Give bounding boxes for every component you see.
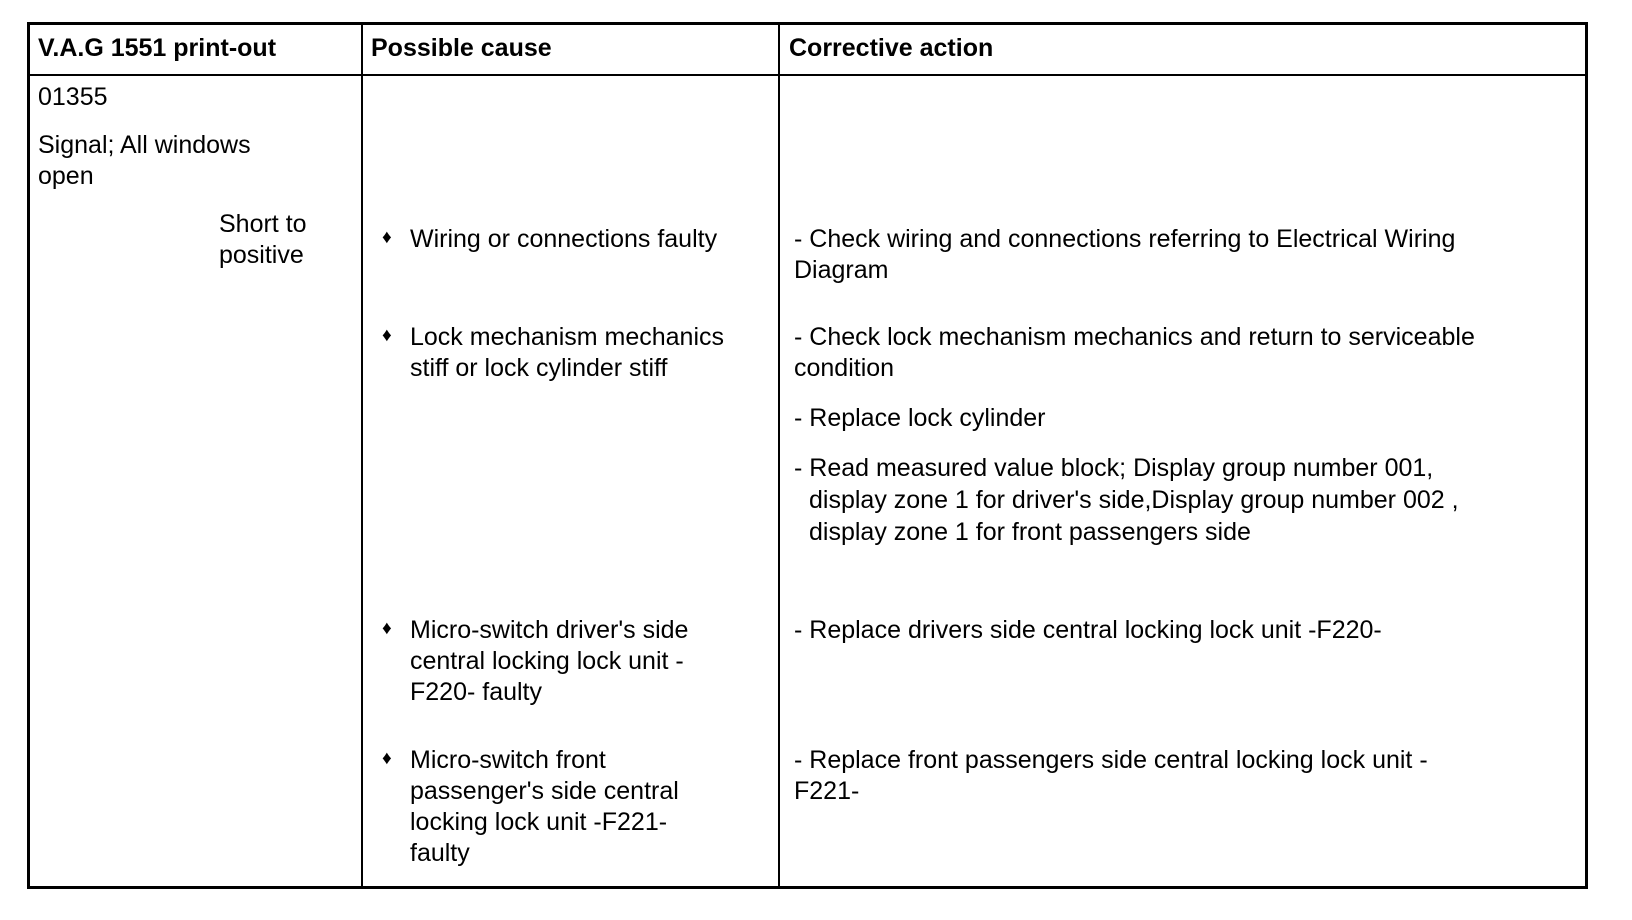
fault-type-line1: Short to	[219, 210, 307, 238]
header-corrective-action: Corrective action	[789, 34, 994, 62]
cause-line: Micro-switch driver's side	[410, 616, 689, 644]
cause-line: locking lock unit -F221-	[410, 808, 668, 836]
fault-type-line2: positive	[219, 241, 304, 269]
cause-line: central locking lock unit -	[410, 647, 684, 675]
action-line: - Replace lock cylinder	[794, 404, 1046, 432]
cause-line: Wiring or connections faulty	[410, 225, 718, 253]
column-divider-1	[361, 25, 363, 886]
header-possible-cause: Possible cause	[371, 34, 552, 62]
cause-line: Micro-switch front	[410, 746, 606, 774]
action-line: - Replace drivers side central locking lock unit -F220-	[794, 616, 1382, 644]
action-line: - Read measured value block; Display group number 001,	[794, 454, 1434, 482]
column-divider-2	[778, 25, 780, 886]
cause-line: stiff or lock cylinder stiff	[410, 354, 668, 382]
action-line: Diagram	[794, 256, 889, 284]
diamond-bullet-icon: ♦	[382, 325, 392, 346]
cause-line: Lock mechanism mechanics	[410, 323, 725, 351]
action-line: - Replace front passengers side central locking lock unit -	[794, 746, 1428, 774]
cause-line: passenger's side central	[410, 777, 679, 805]
action-line: - Check lock mechanism mechanics and return to serviceable	[794, 323, 1475, 351]
action-line: F221-	[794, 777, 860, 805]
diamond-bullet-icon: ♦	[382, 618, 392, 639]
action-line: display zone 1 for front passengers side	[809, 518, 1251, 546]
signal-text-line2: open	[38, 162, 94, 190]
fault-code: 01355	[38, 83, 108, 111]
cause-line: F220- faulty	[410, 678, 543, 706]
action-line: condition	[794, 354, 895, 382]
header-divider	[30, 74, 1585, 76]
diamond-bullet-icon: ♦	[382, 227, 392, 248]
cause-line: faulty	[410, 839, 470, 867]
action-line: display zone 1 for driver's side,Display group number 002 ,	[809, 486, 1459, 514]
signal-text-line1: Signal; All windows	[38, 131, 251, 159]
action-line: - Check wiring and connections referring to Electrical Wiring	[794, 225, 1456, 253]
header-printout: V.A.G 1551 print-out	[38, 34, 277, 62]
diamond-bullet-icon: ♦	[382, 748, 392, 769]
